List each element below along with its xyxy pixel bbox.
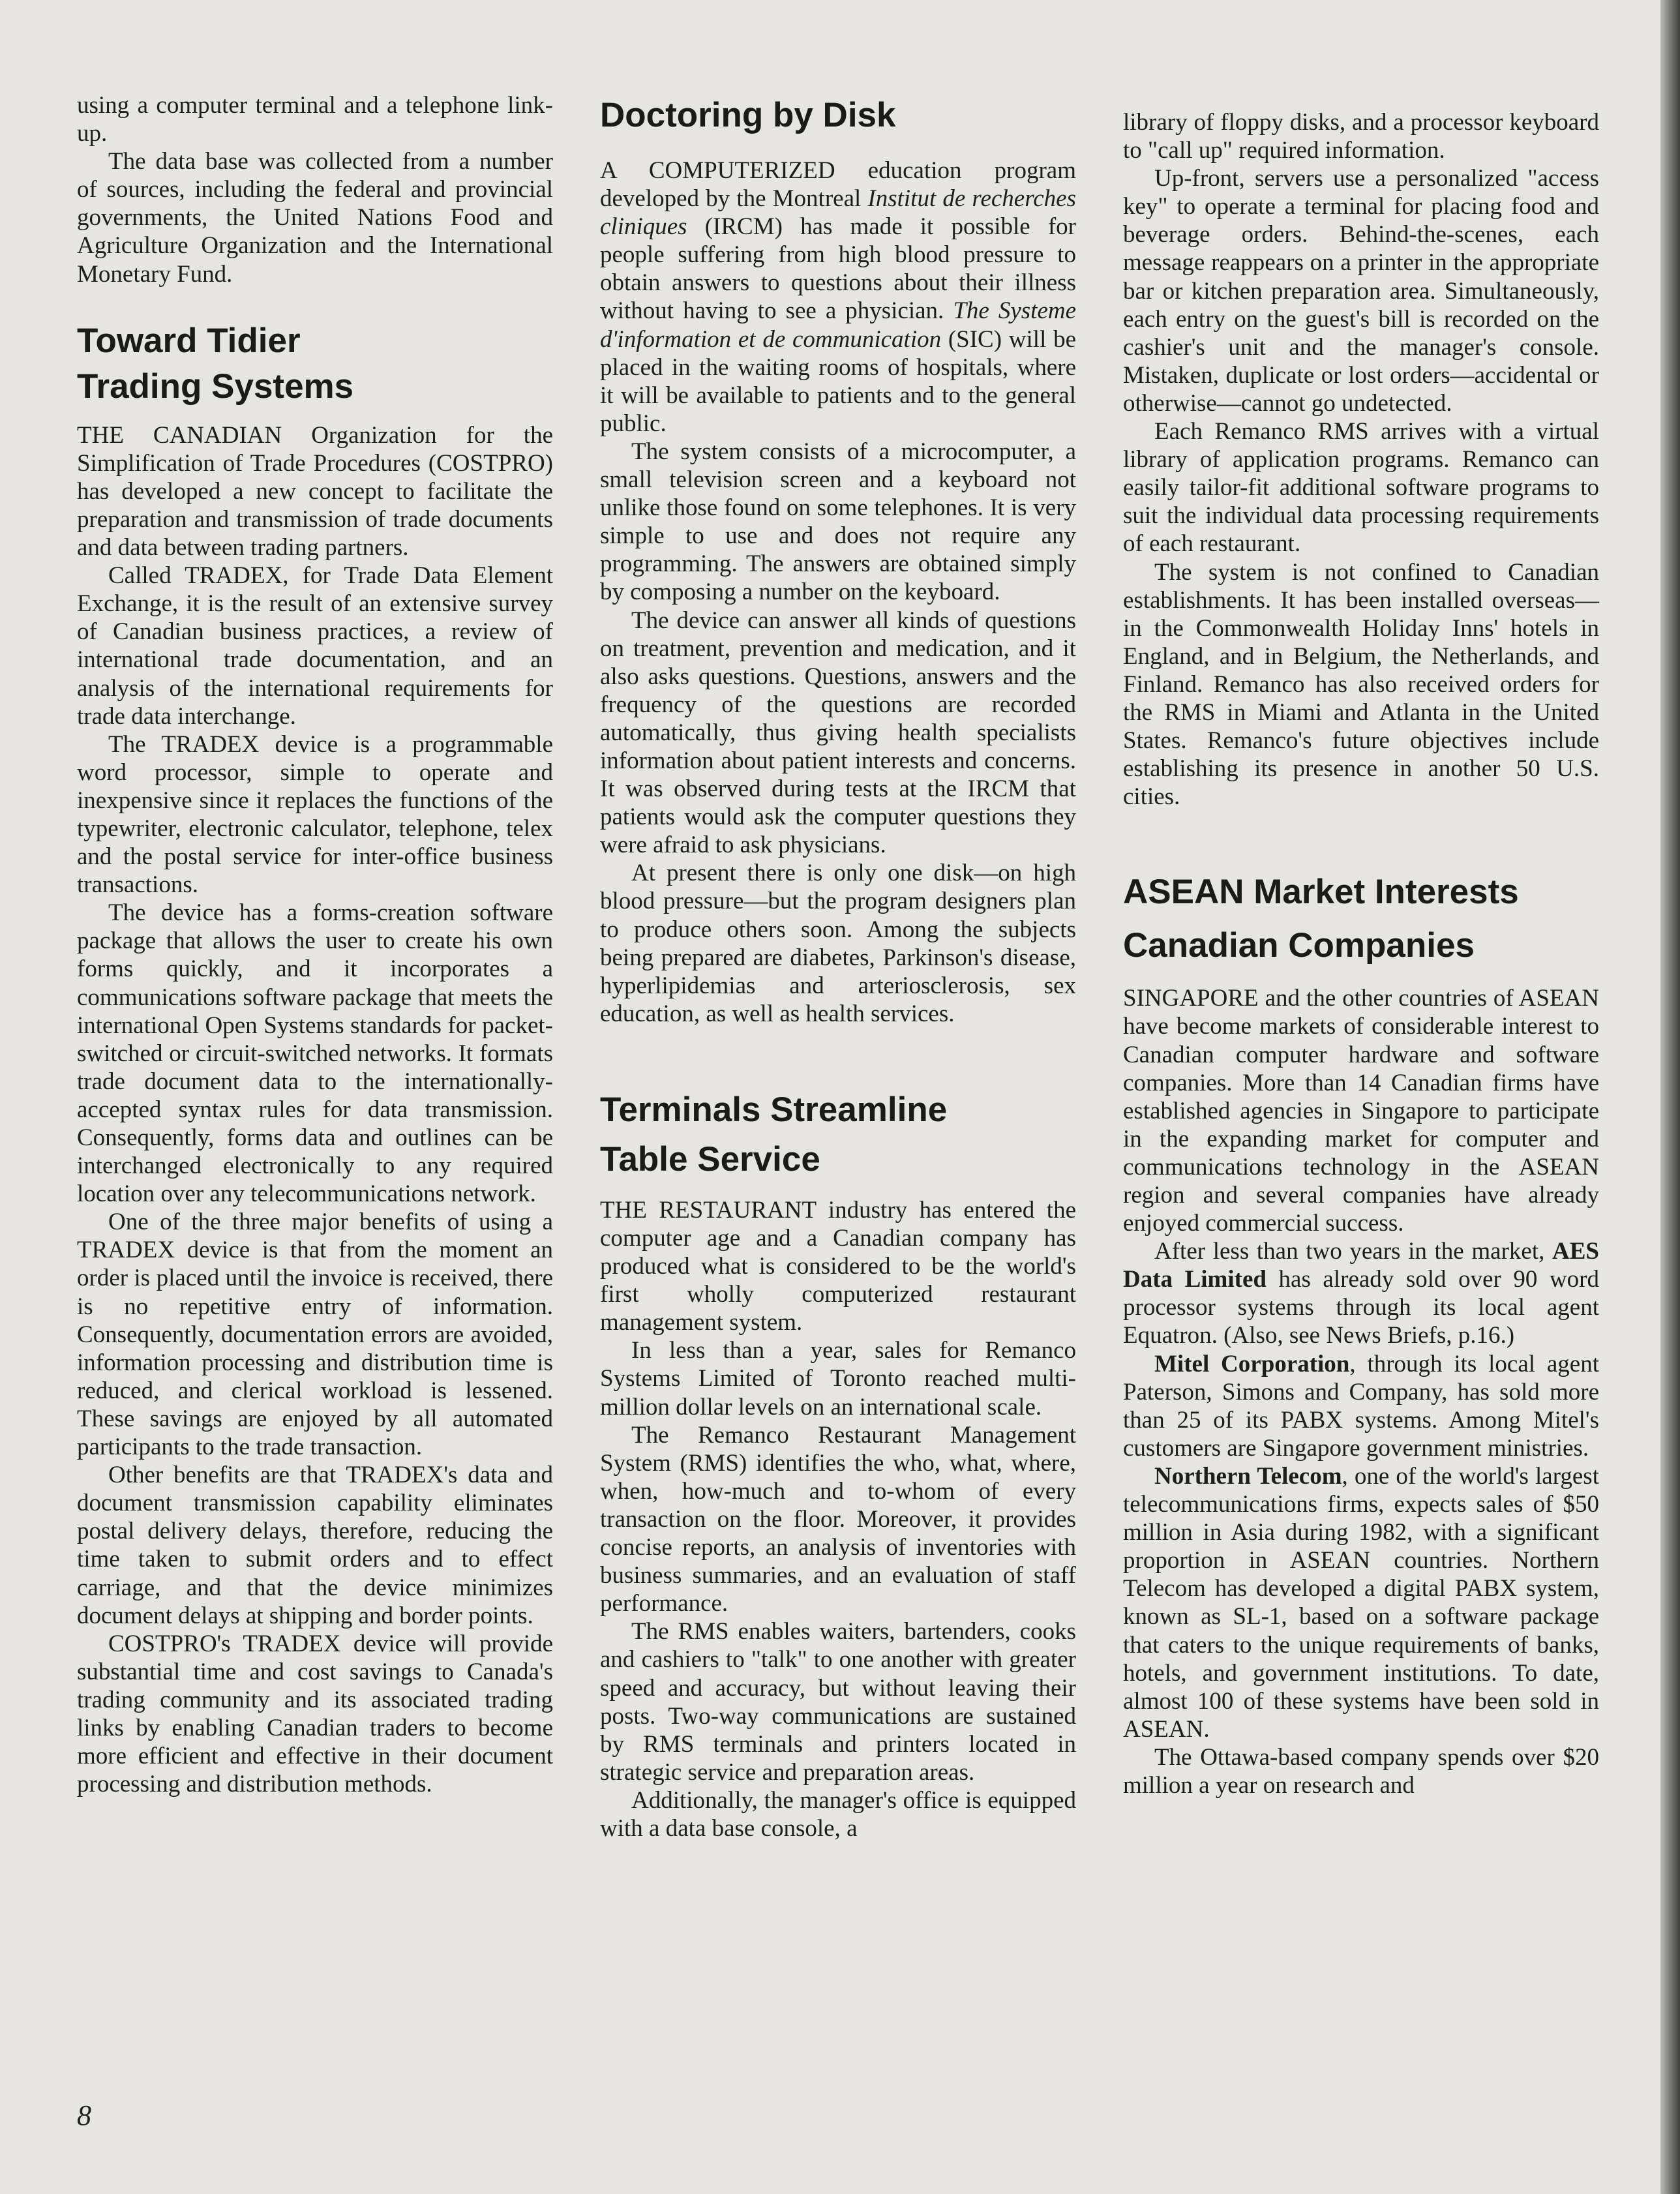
paragraph: A COMPUTERIZED education program developed by the Montreal Institut de recherches cliniques (IRCM) has made it possible for people suffering from high blood pressure to obtain answers to questions about their illness without having to see a physician. The Systeme d'information et de communication (SIC) will be placed in the waiting rooms of hospitals, where it will be available to patients and to the general public.: [600, 157, 1077, 437]
paragraph: At present there is only one disk—on high blood pressure—but the program designers plan to produce others soon. Among the subjects being prepared are diabetes, Parkinson's disease, hyperlipidemias and arteriosclerosis, sex education, as well as health services.: [600, 860, 1076, 1027]
paragraph: One of the three major benefits of using a TRADEX device is that from the moment an order is placed until the invoice is received, there is no repetitive entry of information. Consequently, documentation errors are avoided, information processing and distribution time is reduced, and clerical workload is lessened. These savings are enjoyed by all automated participants to the trade transaction.: [77, 1209, 553, 1461]
paragraph: Mitel Corporation, through its local agent Paterson, Simons and Company, has sold more than 25 of its PABX systems. Among Mitel's customers are Singapore government ministries.: [1123, 1350, 1600, 1462]
paragraph: Called TRADEX, for Trade Data Element Exchange, it is the result of an extensive survey of Canadian business practices, a review of international trade documentation, and an analysis of the international requirements for trade data interchange.: [77, 562, 553, 730]
paragraph: The data base was collected from a number of sources, including the federal and provincial governments, the United Nations Food and Agriculture Organization and the International Monetary Fund.: [77, 148, 553, 288]
paragraph: The TRADEX device is a programmable word processor, simple to operate and inexpensive since it replaces the functions of the typewriter, electronic calculator, telephone, telex and the postal service for inter-office business transactions.: [77, 730, 553, 899]
company-name: Mitel Corporation: [1154, 1350, 1350, 1377]
paragraph: THE RESTAURANT industry has entered the computer age and a Canadian company has produced what is considered to be the world's first wholly computerized restaurant management system.: [600, 1196, 1076, 1336]
paragraph: Northern Telecom, one of the world's largest telecommunications firms, expects sales of $50 million in Asia during 1982, with a significant proportion in ASEAN countries. Northern Telecom has developed a digital PABX system, known as SL-1, based on a software package that caters to the unique requirements of banks, hotels, and government institutions. To date, almost 100 of these systems have been sold in ASEAN.: [1123, 1462, 1599, 1743]
paragraph: The Ottawa-based company spends over $20 million a year on research and: [1123, 1743, 1599, 1799]
paragraph: Up-front, servers use a personalized "access key" to operate a terminal for placing food and beverage orders. Behind-the-scenes, each message reappears on a printer in the appropriate bar or kitchen preparation area. Simultaneously, each entry on the guest's bill is recorded on the cashier's unit and the manager's console. Mistaken, duplicate or lost orders—accidental or otherwise—cannot go undetected.: [1123, 165, 1599, 417]
paragraph: In less than a year, sales for Remanco Systems Limited of Toronto reached multi-million dollar levels on an international scale.: [600, 1337, 1076, 1420]
paragraph: The Remanco Restaurant Management System (RMS) identifies the who, what, where, when, how-much and to-whom of every transaction on the floor. Moreover, it provides concise reports, an analysis of inventories with business summaries, and an evaluation of staff performance.: [600, 1421, 1076, 1617]
paragraph: The system is not confined to Canadian establishments. It has been installed overseas—in the Commonwealth Holiday Inns' hotels in England, and in Belgium, the Netherlands, and Finland. Remanco has also received orders for the RMS in Miami and Atlanta in the United States. Remanco's future objectives include establishing its presence in another 50 U.S. cities.: [1123, 558, 1599, 811]
paragraph: After less than two years in the market, AES Data Limited has already sold over 90 word processor systems through its local agent Equatron. (Also, see News Briefs, p.16.): [1123, 1238, 1599, 1349]
page-edge-shadow: [1660, 0, 1680, 2194]
paragraph: The RMS enables waiters, bartenders, cooks and cashiers to "talk" to one another with greater speed and accuracy, but without leaving their posts. Two-way communications are sustained by RMS terminals and printers located in strategic service and preparation areas.: [600, 1618, 1076, 1786]
article-heading-terminals-streamline: Terminals Streamline Table Service: [600, 1090, 948, 1179]
paragraph: Additionally, the manager's office is equipped with a data base console, a: [600, 1786, 1076, 1842]
article-heading-tidier-trading: Toward Tidier Trading Systems: [77, 321, 354, 406]
paragraph: THE CANADIAN Organization for the Simplification of Trade Procedures (COSTPRO) has developed a new concept to facilitate the preparation and transmission of trade documents and data between trading partners.: [77, 421, 553, 562]
paragraph: COSTPRO's TRADEX device will provide substantial time and cost savings to Canada's trading community and its associated trading links by enabling Canadian traders to become more efficient and effective in their document processing and distribution methods.: [77, 1630, 553, 1798]
paragraph: Other benefits are that TRADEX's data and document transmission capability eliminates postal delivery delays, therefore, reducing the time taken to submit orders and to effect carriage, and that the device minimizes document delays at shipping and border points.: [77, 1462, 553, 1629]
column-1: [77, 91, 553, 1798]
column-2: [600, 93, 1076, 1842]
company-name: Northern Telecom: [1154, 1462, 1342, 1490]
paragraph: The device can answer all kinds of questions on treatment, prevention and medication, and it also asks questions. Questions, answers and the frequency of the questions are recorded automatically, thus giving health specialists information about patient interests and concerns. It was observed during tests at the IRCM that patients would ask the computer questions they were afraid to ask physicians.: [600, 607, 1076, 859]
paragraph: The device has a forms-creation software package that allows the user to create his own forms quickly, and it incorporates a communications software package that meets the international Open Systems standards for packet-switched or circuit-switched networks. It formats trade document data to the internationally-accepted syntax rules for data transmission. Consequently, forms data and outlines can be interchanged electronically to any required location over any telecommunications network.: [77, 899, 553, 1208]
article-heading-doctoring-by-disk: Doctoring by Disk: [600, 96, 896, 134]
paragraph: Each Remanco RMS arrives with a virtual library of application programs. Remanco can easily tailor-fit additional software programs to suit the individual data processing requirements of each restaurant.: [1123, 418, 1599, 558]
page-number: 8: [77, 2099, 91, 2131]
column-3: [1123, 108, 1599, 1799]
paragraph: using a computer terminal and a telephone link-up.: [77, 92, 553, 147]
paragraph: library of floppy disks, and a processor keyboard to "call up" required information.: [1123, 109, 1599, 164]
paragraph: The system consists of a microcomputer, a small television screen and a keyboard not unlike those found on some telephones. It is very simple to use and does not require any programming. The answers are obtained simply by composing a number on the keyboard.: [600, 438, 1076, 606]
article-heading-asean-market: ASEAN Market Interests Canadian Companies: [1123, 873, 1519, 965]
paragraph: SINGAPORE and the other countries of ASEAN have become markets of considerable interest to Canadian computer hardware and software companies. More than 14 Canadian firms have established agencies in Singapore to participate in the expanding market for computer and communications technology in the ASEAN region and several companies have already enjoyed commercial success.: [1123, 985, 1599, 1237]
